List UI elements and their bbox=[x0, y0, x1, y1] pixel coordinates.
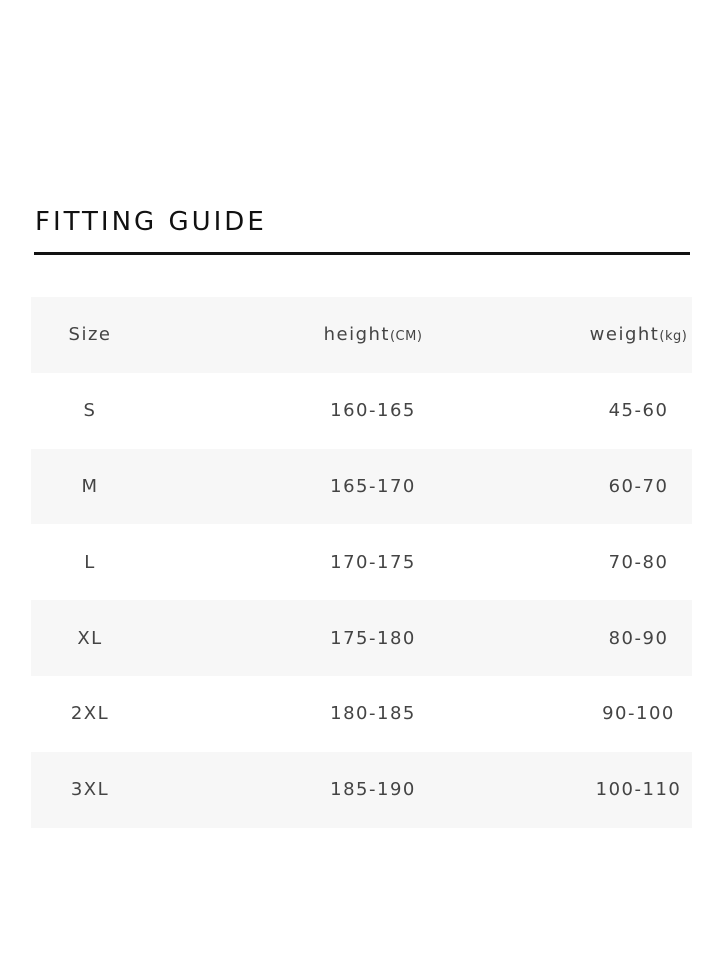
table-row bbox=[31, 449, 692, 525]
cell-weight: 45-60 bbox=[608, 400, 669, 422]
header-height-label: height bbox=[323, 324, 390, 346]
table-row bbox=[31, 600, 692, 676]
table-header-row bbox=[31, 297, 692, 373]
cell-weight: 80-90 bbox=[608, 627, 669, 649]
cell-height: 170-175 bbox=[330, 551, 416, 573]
cell-weight: 100-110 bbox=[595, 779, 682, 801]
cell-size: XL bbox=[77, 627, 103, 649]
cell-height: 175-180 bbox=[330, 627, 416, 649]
cell-size: 2XL bbox=[70, 703, 110, 725]
cell-height: 185-190 bbox=[330, 779, 416, 801]
cell-weight: 60-70 bbox=[608, 475, 669, 497]
title-divider bbox=[34, 252, 690, 255]
cell-weight: 90-100 bbox=[602, 703, 675, 725]
page-title: FITTING GUIDE bbox=[35, 207, 267, 237]
cell-height: 160-165 bbox=[330, 400, 416, 422]
table-row bbox=[31, 524, 692, 600]
table-row bbox=[31, 373, 692, 449]
cell-size: L bbox=[84, 551, 96, 573]
cell-height: 180-185 bbox=[330, 703, 416, 725]
header-weight-label: weight bbox=[589, 324, 660, 346]
header-size: Size bbox=[68, 324, 112, 346]
header-weight bbox=[585, 324, 692, 345]
cell-size: 3XL bbox=[70, 779, 110, 801]
size-table bbox=[31, 297, 692, 828]
cell-weight: 70-80 bbox=[608, 551, 669, 573]
table-row bbox=[31, 752, 692, 828]
table-row bbox=[31, 676, 692, 752]
header-weight-unit: (kg) bbox=[659, 329, 688, 345]
cell-size: S bbox=[83, 400, 97, 422]
cell-height: 165-170 bbox=[330, 475, 416, 497]
cell-size: M bbox=[81, 475, 99, 497]
header-height bbox=[161, 324, 585, 345]
header-height-unit: (CM) bbox=[389, 329, 423, 345]
